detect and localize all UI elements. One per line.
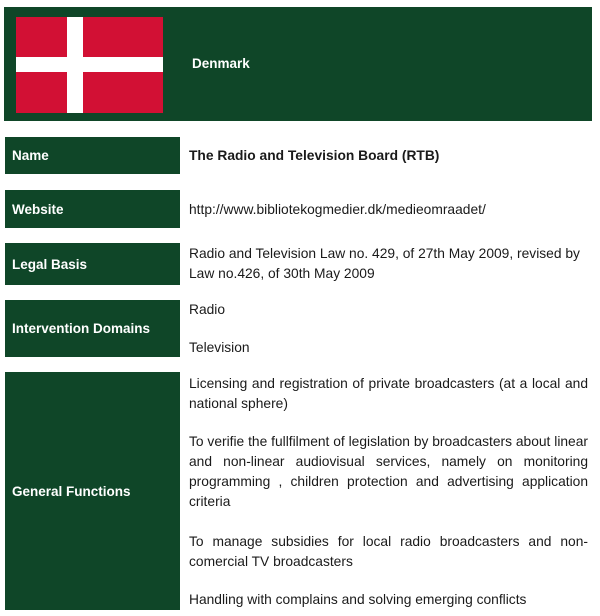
website-value: http://www.bibliotekogmedier.dk/medieomraadet/ <box>189 202 486 217</box>
general-function-2: To verifie the fullfilment of legislation by broadcasters about linear and non-linear audiovisual services, namely on monitoring programming , children protection and advertising application criteria <box>189 434 588 509</box>
legal-basis-value: Radio and Television Law no. 429, of 27th May 2009, revised by Law no.426, of 30th May 2009 <box>189 246 580 281</box>
general-function-4: Handling with complains and solving emerging conflicts <box>189 592 527 607</box>
denmark-flag-icon <box>16 17 163 113</box>
general-function-3: To manage subsidies for local radio broadcasters and non-comercial TV broadcasters <box>189 534 588 569</box>
intervention-domains-television: Television <box>189 340 250 355</box>
country-name: Denmark <box>192 56 250 71</box>
website-label: Website <box>5 190 180 228</box>
general-function-1: Licensing and registration of private broadcasters (at a local and national sphere) <box>189 376 588 411</box>
name-value: The Radio and Television Board (RTB) <box>189 148 440 163</box>
general-functions-label: General Functions <box>5 372 180 610</box>
intervention-domains-label: Intervention Domains <box>5 300 180 357</box>
country-header <box>4 7 592 121</box>
legal-basis-label: Legal Basis <box>5 243 180 285</box>
intervention-domains-radio: Radio <box>189 302 226 317</box>
name-label: Name <box>5 137 180 174</box>
